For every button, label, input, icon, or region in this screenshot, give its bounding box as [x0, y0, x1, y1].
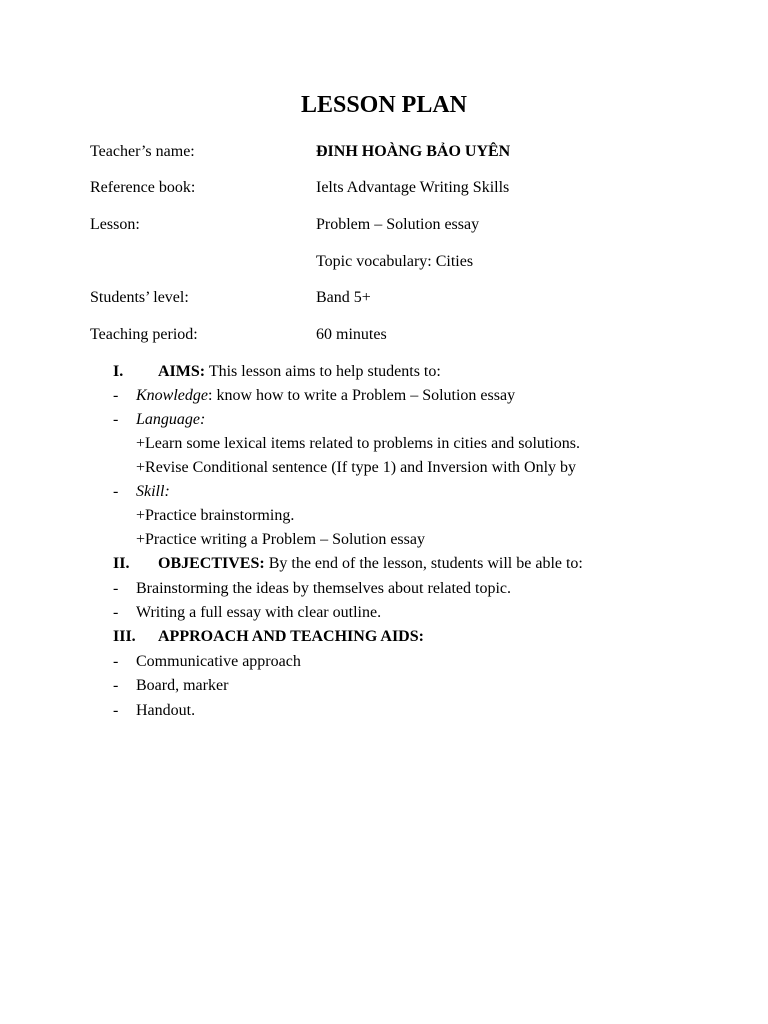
teacher-value: ĐINH HOÀNG BẢO UYÊN: [316, 143, 511, 160]
level-value: Band 5+: [316, 289, 371, 306]
bullet-dash: -: [113, 580, 119, 597]
approach-numeral: III.: [113, 628, 136, 645]
topic-value: Topic vocabulary: Cities: [316, 253, 474, 270]
language-label: Language:: [136, 411, 206, 428]
bullet-dash: -: [113, 702, 119, 719]
objectives-heading-line: [158, 552, 583, 576]
lesson-value: Problem – Solution essay: [316, 216, 480, 233]
teacher-label: Teacher’s name:: [90, 143, 195, 160]
objectives-intro: By the end of the lesson, students will be able to:: [268, 555, 583, 572]
knowledge-text: : know how to write a Problem – Solution essay: [208, 387, 516, 404]
bullet-dash: -: [113, 387, 119, 404]
skill-item: +Practice writing a Problem – Solution essay: [136, 531, 425, 548]
approach-heading: APPROACH AND TEACHING AIDS:: [158, 628, 424, 645]
bullet-dash: -: [113, 411, 119, 428]
knowledge-line: [136, 384, 515, 408]
level-label: Students’ level:: [90, 289, 189, 306]
objective-item: Writing a full essay with clear outline.: [136, 604, 382, 621]
reference-label: Reference book:: [90, 179, 196, 196]
knowledge-label: Knowledge: [136, 387, 208, 404]
bullet-dash: -: [113, 604, 119, 621]
approach-item: Board, marker: [136, 677, 229, 694]
skill-item: +Practice brainstorming.: [136, 507, 295, 524]
bullet-dash: -: [113, 677, 119, 694]
aims-heading-line: [158, 360, 441, 384]
period-label: Teaching period:: [90, 326, 198, 343]
approach-item: Handout.: [136, 702, 196, 719]
approach-item: Communicative approach: [136, 653, 301, 670]
objectives-numeral: II.: [113, 555, 130, 572]
language-item: +Revise Conditional sentence (If type 1) and Inversion with Only by: [136, 459, 577, 476]
language-item: +Learn some lexical items related to problems in cities and solutions.: [136, 435, 581, 452]
aims-numeral: I.: [113, 363, 124, 380]
bullet-dash: -: [113, 483, 119, 500]
page-title: LESSON PLAN: [300, 92, 468, 118]
objective-item: Brainstorming the ideas by themselves about related topic.: [136, 580, 512, 597]
aims-heading: AIMS:: [158, 363, 206, 380]
lesson-label: Lesson:: [90, 216, 140, 233]
aims-intro: This lesson aims to help students to:: [208, 363, 441, 380]
period-value: 60 minutes: [316, 326, 387, 343]
skill-label: Skill:: [136, 483, 170, 500]
objectives-heading: OBJECTIVES:: [158, 555, 265, 572]
bullet-dash: -: [113, 653, 119, 670]
reference-value: Ielts Advantage Writing Skills: [316, 179, 510, 196]
